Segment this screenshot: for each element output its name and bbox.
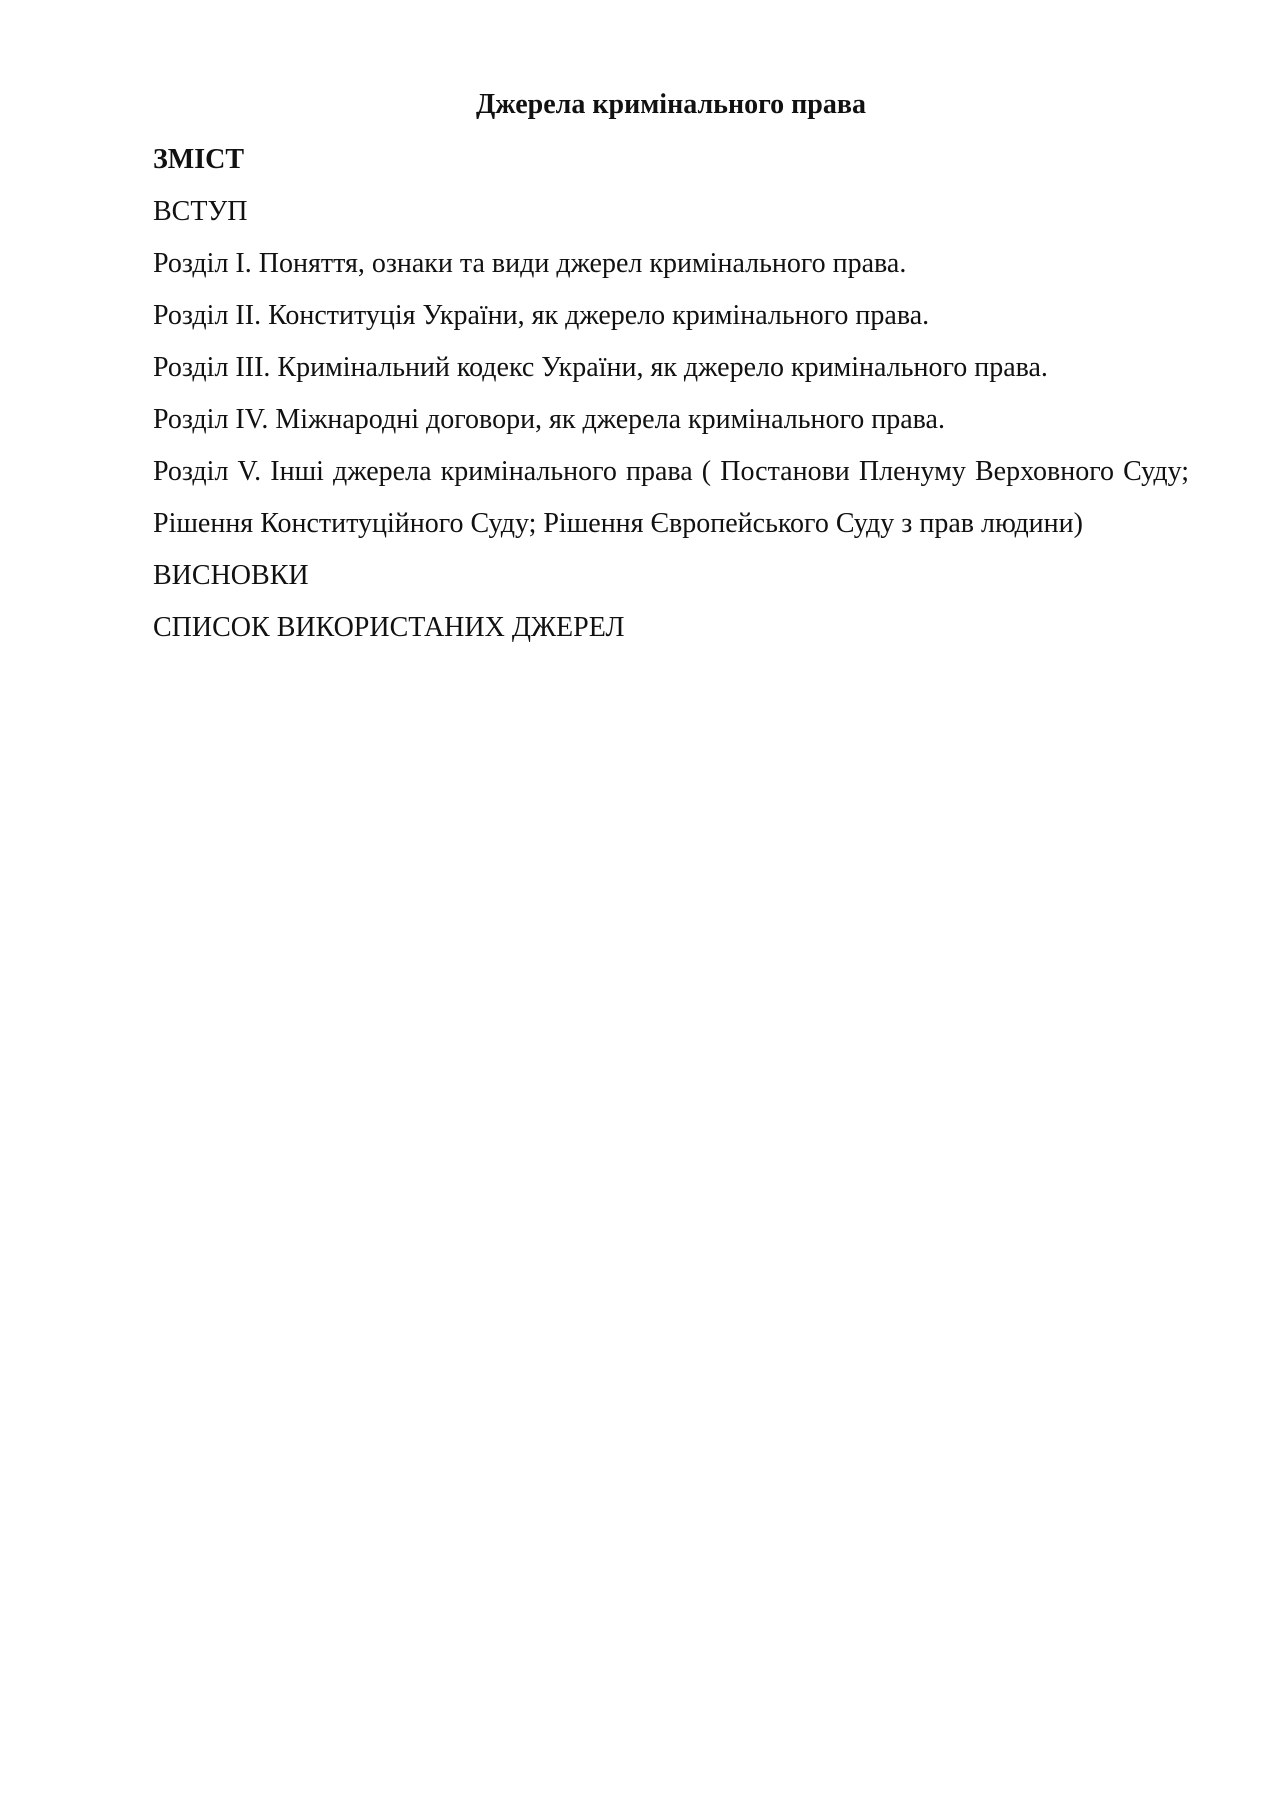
toc-item-conclusions: ВИСНОВКИ <box>153 560 309 591</box>
toc-item-section-2: Розділ ІІ. Конституція України, як джерело кримінального права. <box>153 300 930 331</box>
document-content <box>153 88 1189 654</box>
toc-item-section-1: Розділ І. Поняття, ознаки та види джерел кримінального права. <box>153 248 907 279</box>
toc-item-introduction: ВСТУП <box>153 196 248 227</box>
toc-item-section-4: Розділ IV. Міжнародні договори, як джерела кримінального права. <box>153 404 945 435</box>
toc-heading: ЗМІСТ <box>153 144 244 175</box>
toc-item-section-3: Розділ ІІІ. Кримінальний кодекс України, як джерело кримінального права. <box>153 352 1048 383</box>
toc-item-references: СПИСОК ВИКОРИСТАНИХ ДЖЕРЕЛ <box>153 612 625 643</box>
document-title: Джерела кримінального права <box>476 89 866 120</box>
toc-item-section-5: Розділ V. Інші джерела кримінального права ( Постанови Пленуму Верховного Суду; Рішення Конституційного Суду; Рішення Європейського Суду з прав людини) <box>153 456 1189 539</box>
